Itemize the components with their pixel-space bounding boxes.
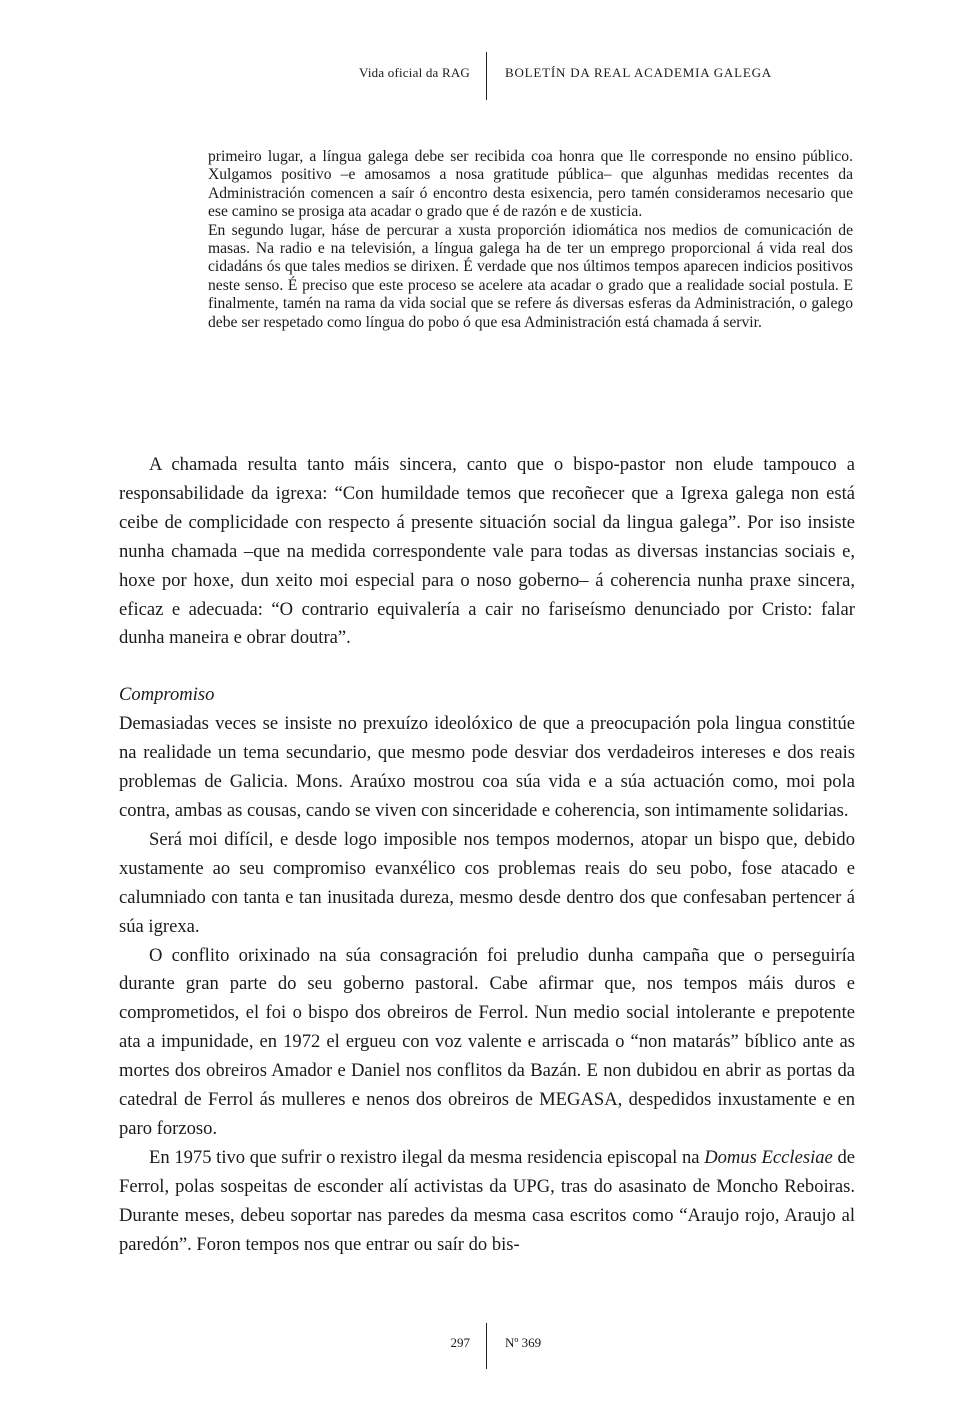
section-heading: Compromiso [119, 684, 215, 706]
body-paragraph: Será moi difícil, e desde logo imposible nos tempos modernos, atopar un bispo que, debido xustamente ao seu compromiso evanxélico cos problemas reais do seu pobo, fose atacado e calumniado con tanta e tan inusitada dureza, mesmo desde dentro dos que confesaban pertencer á súa igrexa. [119, 828, 855, 937]
body-paragraph: Demasiadas veces se insiste no prexuízo ideolóxico de que a preocupación pola lingua constitúe na realidade un tema secundario, que mesmo pode desviar dos verdadeiros intereses e dos reais problemas de Galicia. Mons. Araúxo mostrou coa súa vida e a súa actuación como, moi pola contra, ambas as cousas, cando se viven con sinceridade e coherencia, son intimamente solidarias. [119, 713, 855, 821]
page-number: 297 [450, 1335, 470, 1350]
quote-paragraph: primeiro lugar, a língua galega debe ser recibida coa honra que lle corresponde no ensino público. Xulgamos positivo –e amosamos a nosa gratitude pública– que algunhas medidas recentes da Administración comencen a saír ó encontro desta esixencia, pero tamén consideramos necesario que ese camino se prosiga ata acadar o grado que é de razón e de xusticia. [208, 148, 853, 221]
text-run: En 1975 tivo que sufrir o rexistro ilegal da mesma residencia episcopal na [149, 1146, 705, 1168]
header-section-name: Vida oficial da RAG [359, 65, 470, 80]
text-run: de Ferrol, polas sospeitas de esconder alí activistas da UPG, tras do asasinato de Moncho Reboiras. Durante meses, debeu soportar nas paredes da mesma casa escritos como “Araujo rojo, Araujo al paredón”. Foron tempos nos que entrar ou saír do bis- [119, 1146, 855, 1255]
footer-divider [486, 1323, 487, 1369]
body-text [119, 451, 855, 1259]
block-quote [208, 148, 853, 332]
running-header [0, 52, 975, 100]
header-divider [486, 52, 487, 100]
running-footer [0, 1323, 975, 1369]
body-paragraph: A chamada resulta tanto máis sincera, canto que o bispo-pastor non elude tampouco a responsabilidade da igrexa: “Con humildade temos que recoñecer que a Igrexa galega non está ceibe de complicidade con respecto á presente situación social da lingua galega”. Por iso insiste nunha chamada –que na medida correspondente vale para todas as diversas instancias sociais e, hoxe por hoxe, dun xeito moi especial para o noso goberno– á coherencia nunha praxe sincera, eficaz e adecuada: “O contrario equivalería a cair no fariseísmo denunciado por Cristo: falar dunha maneira e obrar doutra”. [119, 454, 855, 649]
italic-term: Domus Ecclesiae [704, 1146, 833, 1168]
quote-paragraph: En segundo lugar, háse de percurar a xusta proporción idiomática nos medios de comunicación de masas. Na radio e na televisión, a língua galega ha de ter un emprego proporcional á vida real dos cidadáns ós que tales medios se dirixen. É verdade que nos últimos tempos aparecen indicios positivos neste senso. É preciso que este proceso se acelere ata acadar o grado que a realidade social postula. E finalmente, tamén na rama da vida social que se refere ás diversas esferas da Administración, o galego debe ser respetado como língua do pobo ó que esa Administración está chamada á servir. [208, 221, 853, 331]
body-paragraph: O conflito orixinado na súa consagración foi preludio dunha campaña que o perseguiría durante gran parte do seu goberno pastoral. Cabe afirmar que, nos tempos máis duros e comprometidos, el foi o bispo dos obreiros de Ferrol. Nun medio social intolerante e prepotente ata a impunidade, en 1972 el ergueu con voz valente e arriscada o “non matarás” bíblico ante as mortes dos obreiros Amador e Daniel nos conflitos da Bazán. E non dubidou en abrir as portas da catedral de Ferrol ás mulleres e nenos dos obreiros de MEGASA, despedidos inxustamente e en paro forzoso. [119, 944, 855, 1139]
section-spacer [119, 653, 855, 681]
issue-number: Nº 369 [505, 1335, 542, 1350]
body-paragraph [119, 1144, 855, 1260]
header-journal-title: BOLETÍN DA REAL ACADEMIA GALEGA [505, 65, 772, 80]
